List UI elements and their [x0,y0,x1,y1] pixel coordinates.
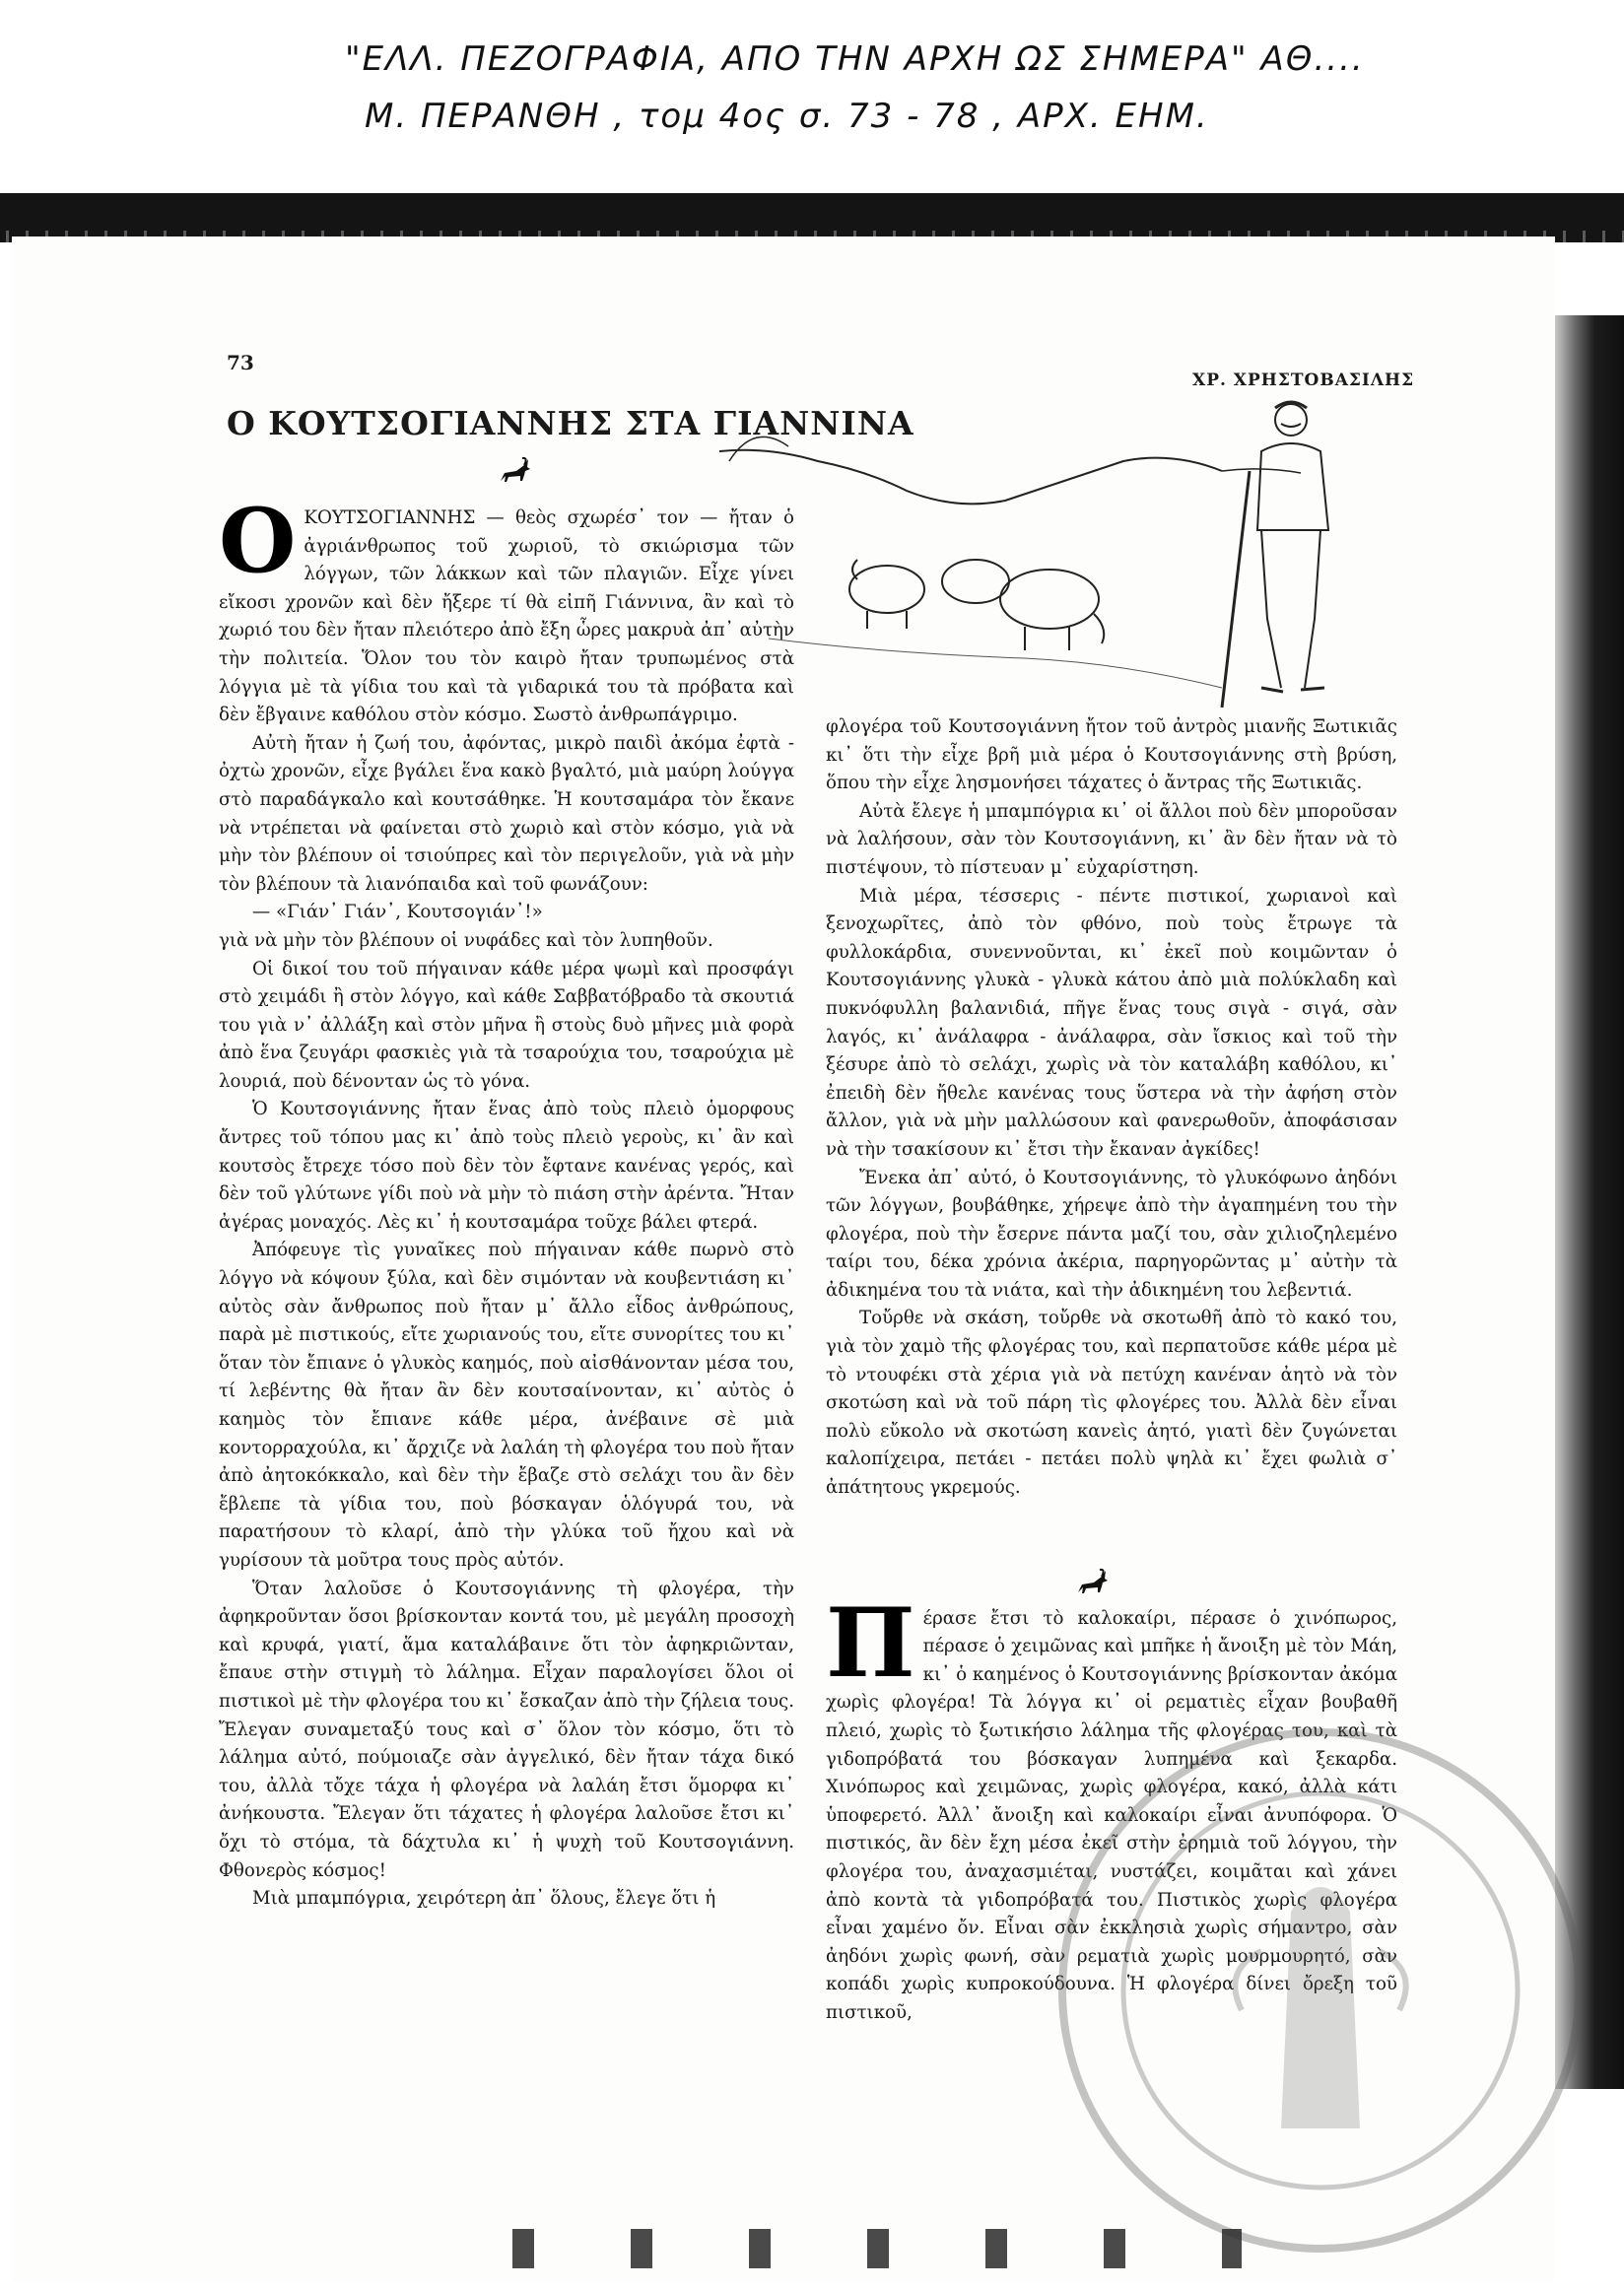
page-number: 73 [227,351,254,374]
article-title: Ο ΚΟΥΤΣΟΓΙΑΝΝΗΣ ΣΤΑ ΓΙΑΝΝΙΝΑ [227,404,914,442]
paragraph: Τοὔρθε νὰ σκάση, τοὔρθε νὰ σκοτωθῆ ἀπὸ τὸ κακό του, γιὰ τὸν χαμὸ τῆς φλογέρας του, καὶ περπατοῦσε κάθε μέρα μὲ τὸ ντουφέκι στὰ χέρια γιὰ νὰ πετύχη κανέναν ἀητὸ νὰ τὸν σκοτώση καὶ νὰ τοῦ πάρη τὶς φλογέρες του. Ἀλλὰ δὲν εἶναι πολὺ εὔκολο νὰ σκοτώση κανεὶς ἀητό, γιατὶ δὲν ζυγώνεται καλοπίχειρα, πετάει - πετάει πολὺ ψηλὰ κι᾽ ἔχει φωλιὰ σ᾽ ἀπάτητους γκρεμούς. [826,1308,1397,1499]
running-header-author: ΧΡ. ΧΡΗΣΤΟΒΑΣΙΛΗΣ [1192,371,1415,390]
scan-edge-bottom [473,2229,1242,2268]
handwritten-citation-line-2: Μ. ΠΕΡΑΝΘΗ , τομ 4ος σ. 73 - 78 , ΑΡΧ. ΕΗΜ. [365,97,1209,136]
scan-edge-top [0,193,1624,242]
paragraph: γιὰ νὰ μὴν τὸν βλέπουν οἱ νυφάδες καὶ τὸν λυπηθοῦν. [219,929,713,951]
drop-cap-p: Π [826,1586,915,1699]
paragraph: Αὐτὴ ἤταν ἡ ζωή του, ἀφόντας, μικρὸ παιδὶ ἀκόμα ἐφτὰ - ὀχτὼ χρονῶν, εἶχε βγάλει ἕνα κακὸ βγαλτό, μιὰ μαύρη λούγγα στὸ παραδάγκαλο καὶ κουτσάθηκε. Ἡ κουτσαμάρα τὸν ἔκανε νὰ ντρέπεται νὰ φαίνεται στὸ χωριὸ καὶ στὸν κόσμο, γιὰ νὰ μὴν τὸν βλέπουν οἱ τσιούπρες καὶ τὸν περιγελοῦν, γιὰ νὰ μὴν τὸν βλέπουν τὰ λιανόπαιδα καὶ τοῦ φωνάζουν: [219,732,794,895]
goat-icon [1072,1567,1112,1606]
handwritten-citation-line-1: "ΕΛΛ. ΠΕΖΟΓΡΑΦΙΑ, ΑΠΟ ΤΗΝ ΑΡΧΗ ΩΣ ΣΗΜΕΡΑ" ΑΘ.... [345,39,1365,79]
scan-edge-right [1555,315,1624,2089]
paragraph: Μιὰ μπαμπόγρια, χειρότερη ἀπ᾽ ὅλους, ἔλεγε ὅτι ἡ [252,1888,716,1910]
opening-paragraph [219,489,794,730]
shepherd-illustration [710,392,1399,708]
goat-icon [495,455,534,495]
paragraph: Αὐτὰ ἔλεγε ἡ μπαμπόγρια κι᾽ οἱ ἄλλοι ποὺ δὲν μποροῦσαν νὰ λαλήσουν, σὰν τὸν Κουτσογιάννη, κι᾽ ἂν δὲν ἤταν νὰ τὸ πιστέψουν, τὸ πίστευαν μ᾽ εὐχαρίστηση. [826,800,1397,878]
left-text-column [219,489,794,1914]
paragraph: Ἀπόφευγε τὶς γυναῖκες ποὺ πήγαιναν κάθε πωρνὸ στὸ λόγγο νὰ κόψουν ξύλα, καὶ δὲν σιμόνταν νὰ κουβεντιάση κι᾽ αὐτὸς σὰν ἄνθρωπος ποὺ ἤταν μ᾽ ἄλλο εἶδος ἀνθρώπους, παρὰ μὲ πιστικούς, εἴτε χωριανούς του, εἴτε συνορίτες του κι᾽ ὅταν τὸν ἔπιανε ὁ γλυκὸς καημός, ποὺ αἰσθάνονταν μέσα του, τί λεβέντης θὰ ἤταν ἂν δὲν κουτσαίνονταν, κι᾽ αὐτὸς ὁ καημὸς τὸν ἔπιανε κάθε μέρα, ἀνέβαινε σὲ μιὰ κοντορραχούλα, κι᾽ ἄρχιζε νὰ λαλάη τὴ φλογέρα του ποὺ ἤταν ἀπὸ ἀητοκόκκαλο, καὶ δὲν τὴν ἔβαζε στὸ σελάχι του ἂν δὲν ἔβλεπε τὰ γίδια του, ποὺ βόσκαγαν ὁλόγυρά του, νὰ παρατήσουν τὸ κλαρί, ἀπὸ τὴν γλύκα τοῦ ἤχου καὶ νὰ γυρίσουν τὰ μοῦτρα τους πρὸς αὐτόν. [219,1240,794,1571]
paragraph-text: ΚΟΥΤΣΟΓΙΑΝΝΗΣ — θεὸς σχωρέσ᾽ τον — ἤταν ὁ ἀγριάνθρωπος τοῦ χωριοῦ, τὸ σκιώρισμα τῶν λόγγων, τῶν λάκκων καὶ τῶν πλαγιῶν. Εἶχε γίνει εἴκοσι χρονῶν καὶ δὲν ἤξερε τί θὰ εἰπῆ Γιάννινα, ἂν καὶ τὸ χωριό του δὲν ἤταν πλειότερο ἀπὸ ἔξη ὧρες μακρυὰ ἀπ᾽ αὐτὴν τὴν πολιτεία. Ὅλον του τὸν καιρὸ ἤταν τρυπωμένος στὰ λόγγια μὲ τὰ γίδια του καὶ τὰ γιδαρικά του τὰ πρόβατα καὶ δὲν ἔβγαινε καθόλου στὸν κόσμο. Σωστὸ ἀνθρωπάγριμο. [219,507,794,726]
drop-cap-o: Ο [219,489,297,593]
dialogue-line: — «Γιάν᾽ Γιάν᾽, Κουτσογιάν᾽!» [252,902,543,923]
section-opening-paragraph [826,1586,1397,2028]
right-text-column [826,713,1397,2028]
paragraph: φλογέρα τοῦ Κουτσογιάννη ἤτον τοῦ ἀντρὸς μιανῆς Ξωτικιᾶς κι᾽ ὅτι τὴν εἶχε βρῆ μιὰ μέρα ὁ Κουτσογιάννης στὴ βρύση, ὅπου τὴν εἶχε λησμονήσει τάχατες ὁ ἄντρας τῆς Ξωτικιᾶς. [826,716,1397,794]
paragraph-text: έρασε ἔτσι τὸ καλοκαίρι, πέρασε ὁ χινόπωρος, πέρασε ὁ χειμῶνας καὶ μπῆκε ἡ ἄνοιξη μὲ τὸν Μάη, κι᾽ ὁ καημένος ὁ Κουτσογιάννης βρίσκονταν ἀκόμα χωρὶς φλογέρα! Τὰ λόγγα κι᾽ οἱ ρεματιὲς εἶχαν βουβαθῆ πλειό, χωρὶς τὸ ξωτικήσιο λάλημα τῆς φλογέρας του, καὶ τὰ γιδοπρόβατά του βόσκαγαν λυπημένα καὶ ξεκαρδα. Χινόπωρος καὶ χειμῶνας, χωρὶς φλογέρα, κακό, ἀλλὰ κάτι ὑποφερετό. Ἀλλ᾽ ἄνοιξη καὶ καλοκαίρι εἶναι ἀνυπόφορα. Ὁ πιστικός, ἂν δὲν ἔχη μέσα ἐκεῖ στὴν ἐρημιὰ τοῦ λόγγου, τὴν φλογέρα του, ἀναχασμιέται, νυστάζει, κοιμᾶται καὶ χάνει ἀπὸ κοντὰ τὰ γιδοπρόβατά του. Πιστικὸς χωρὶς φλογέρα εἶναι χαμένο ὄν. Εἶναι σὰν ἐκκλησιὰ χωρὶς σήμαντρο, σὰν ἀηδόνι χωρὶς φωνή, σὰν ρεματιὰ χωρὶς μουρμουρητό, σὰν κοπάδι χωρὶς κυπροκούδουνα. Ἡ φλογέρα δίνει ὄρεξη τοῦ πιστικοῦ, [826,1607,1397,2023]
paragraph: Οἱ δικοί του τοῦ πήγαιναν κάθε μέρα ψωμὶ καὶ προσφάγι στὸ χειμάδι ἢ στὸν λόγγο, καὶ κάθε Σαββατόβραδο τὰ σκουτιά του γιὰ ν᾽ ἀλλάξη καὶ στὸν μῆνα ἢ στοὺς δυὸ μῆνες μιὰ φορὰ ἀπὸ ἕνα ζευγάρι φασκιὲς γιὰ τὰ τσαρούχια του, τσαρούχια μὲ λουριά, ποὺ δένονταν ὡς τὸ γόνα. [219,958,794,1092]
paragraph: Ὅταν λαλοῦσε ὁ Κουτσογιάννης τὴ φλογέρα, τὴν ἀφηκροῦνταν ὅσοι βρίσκονταν κοντά του, μὲ μεγάλη προσοχὴ καὶ κρυφά, γιατί, ἅμα καταλάβαινε ὅτι τὸν ἀφηκριῶνταν, ἔπαυε στὴν στιγμὴ τὸ λάλημα. Εἶχαν παραλογίσει ὅλοι οἱ πιστικοὶ μὲ τὴν φλογέρα του κι᾽ ἔσκαζαν ἀπὸ τὴν ζήλεια τους. Ἔλεγαν συναμεταξύ τους καὶ σ᾽ ὅλον τὸν κόσμο, ὅτι τὸ λάλημα αὐτό, πούμοιαζε σὰν ἀγγελικό, δὲν ἤταν τάχα δικό του, ἀλλὰ τὄχε τάχα ἡ φλογέρα νὰ λαλάη ἔτσι ὅμορφα κι᾽ ἀνήκουστα. Ἔλεγαν ὅτι τάχατες ἡ φλογέρα λαλοῦσε ἔτσι κι᾽ ὄχι τὸ στόμα, τὰ δάχτυλα κι᾽ ἡ ψυχὴ τοῦ Κουτσογιάννη. Φθονερὸς κόσμος! [219,1578,794,1881]
paragraph: Ὁ Κουτσογιάννης ἤταν ἕνας ἀπὸ τοὺς πλειὸ ὁμορφους ἄντρες τοῦ τόπου μας κι᾽ ἀπὸ τοὺς πλειὸ γεροὺς, κι᾽ ἂν καὶ κουτσὸς ἔτρεχε τόσο ποὺ δὲν τὸν ἔφτανε κανένας γερός, καὶ δὲν τοῦ γλύτωνε γίδι ποὺ νὰ μὴν τὸ πιάση στὴν ἀρέντα. Ἤταν ἀγέρας μοναχός. Λὲς κι᾽ ἡ κουτσαμάρα τοῦχε βάλει φτερά. [219,1099,794,1233]
paragraph: Μιὰ μέρα, τέσσερις - πέντε πιστικοί, χωριανοὶ καὶ ξενοχωρῖτες, ἀπὸ τὸν φθόνο, ποὺ τοὺς ἔτρωγε τὰ φυλλοκάρδια, συνεννοῦνται, κι᾽ ἐκεῖ ποὺ κοιμῶνταν ὁ Κουτσογιάννης γλυκὰ - γλυκὰ κάτου ἀπὸ μιὰ πολύκλαδη καὶ πυκνόφυλλη βαλανιδιά, πῆγε ἕνας τους σιγὰ - σιγά, σὰν λαγός, κι᾽ ἀνάλαφρα - ἀνάλαφρα, σὰν ἴσκιος καὶ τοῦ τὴν ξέσυρε ἀπὸ τὸ σελάχι, χωρὶς νὰ τὸν καταλάβη καθόλου, κι᾽ ἐπειδὴ δὲν ἤθελε κανένας τους ὕστερα νὰ τὴν ἀφήση στὸν ἄλλον, γιὰ νὰ μὴν μαλλώσουν καὶ φανερωθοῦν, ἀποφάσισαν νὰ τὴν τσακίσουν κι᾽ ἔτσι τὴν ἔκαναν ἀγκίδες! [826,885,1397,1160]
paragraph: Ἔνεκα ἀπ᾽ αὐτό, ὁ Κουτσογιάννης, τὸ γλυκόφωνο ἀηδόνι τῶν λόγγων, βουβάθηκε, χήρεψε ἀπὸ τὴν ἀγαπημένη του τὴν φλογέρα, ποὺ τὴν ἔσερνε πάντα μαζί του, σὰν χιλιοζηλεμένο ταίρι του, δέκα χρόνια ἀκέρια, παρηγορῶντας μ᾽ αὐτὴν τὰ ἀδικημένα του τὰ νιάτα, καὶ τὴν ἀδικημένη του λεβεντιά. [826,1167,1397,1301]
